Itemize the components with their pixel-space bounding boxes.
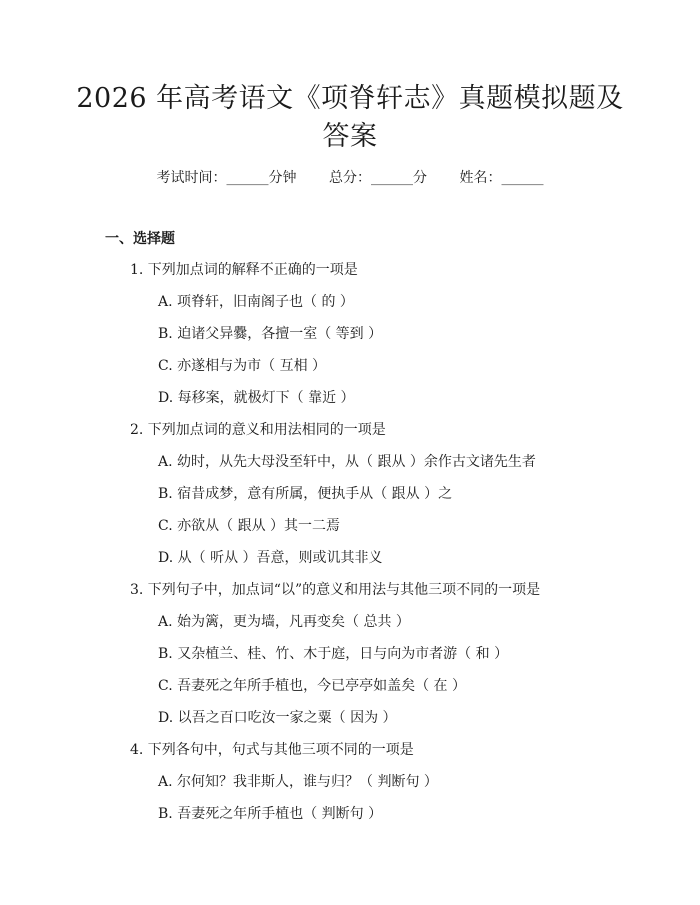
question-option: D. 以吾之百口吃汝一家之粟（ 因为 ） <box>158 710 397 726</box>
title-line-1: 2026 年高考语文《项脊轩志》真题模拟题及 <box>76 83 624 114</box>
total-score-field: 总分：______分 <box>329 170 427 186</box>
section-heading: 一、选择题 <box>105 231 175 247</box>
document-title <box>60 80 640 156</box>
exam-time-field: 考试时间：______分钟 <box>156 170 297 186</box>
question-option: D. 每移案，就极灯下（ 靠近 ） <box>158 390 355 406</box>
question-option: A. 幼时，从先大母没至轩中，从（ 跟从 ）余作古文诸先生者 <box>158 454 536 470</box>
question-stem: 1. 下列加点词的解释不正确的一项是 <box>130 262 358 278</box>
question-option: B. 吾妻死之年所手植也（ 判断句 ） <box>158 806 383 822</box>
question-option: A. 尔何知？我非斯人，谁与归？（ 判断句 ） <box>158 774 438 790</box>
exam-meta <box>0 168 700 188</box>
question-option: D. 从（ 听从 ）吾意，则或讥其非义 <box>158 550 383 566</box>
question-stem: 3. 下列句子中，加点词“以”的意义和用法与其他三项不同的一项是 <box>130 582 541 598</box>
title-line-2: 答案 <box>322 121 378 152</box>
name-field: 姓名：______ <box>459 170 544 186</box>
question-option: B. 又杂植兰、桂、竹、木于庭，日与向为市者游（ 和 ） <box>158 646 509 662</box>
question-stem: 2. 下列加点词的意义和用法相同的一项是 <box>130 422 386 438</box>
question-option: A. 项脊轩，旧南阁子也（ 的 ） <box>158 294 354 310</box>
question-option: C. 吾妻死之年所手植也，今已亭亭如盖矣（ 在 ） <box>158 678 467 694</box>
question-option: C. 亦欲从（ 跟从 ）其一二焉 <box>158 518 341 534</box>
question-option: B. 宿昔成梦，意有所属，便执手从（ 跟从 ）之 <box>158 486 453 502</box>
question-stem: 4. 下列各句中，句式与其他三项不同的一项是 <box>130 742 414 758</box>
question-option: C. 亦遂相与为市（ 互相 ） <box>158 358 327 374</box>
question-option: A. 始为篱，更为墙，凡再变矣（ 总共 ） <box>158 614 410 630</box>
question-option: B. 迫诸父异爨，各擅一室（ 等到 ） <box>158 326 383 342</box>
